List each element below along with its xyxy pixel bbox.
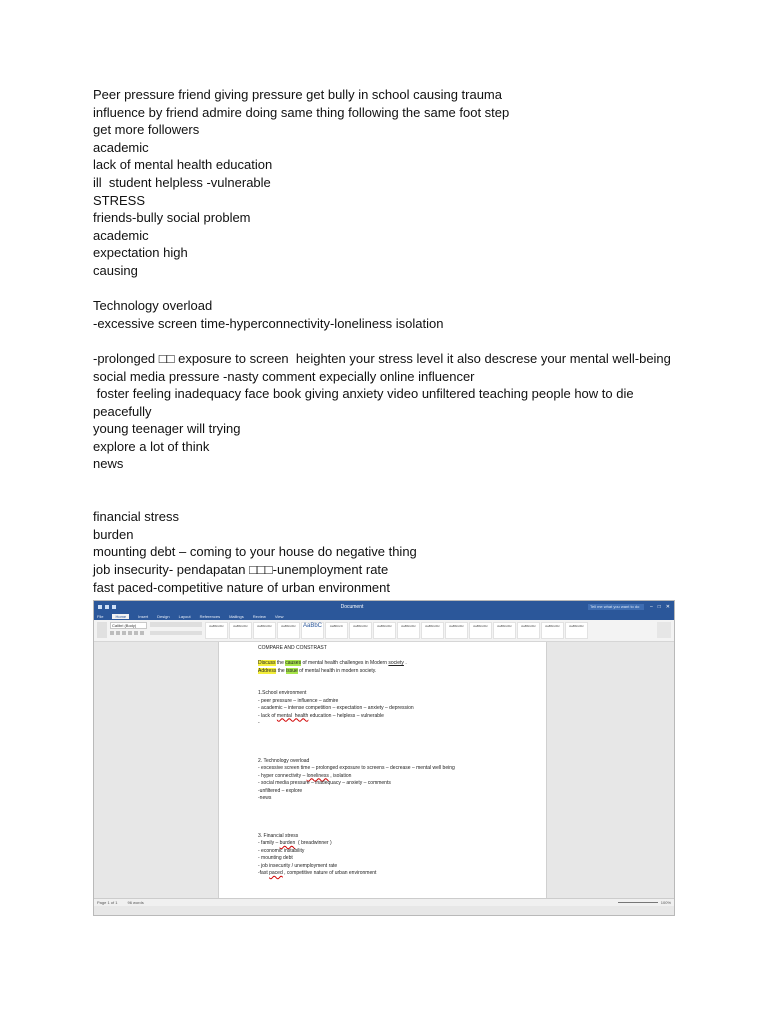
note-line: friends-bully social problem xyxy=(93,210,251,226)
page-spacer xyxy=(258,653,538,661)
tab-mailings: Mailings xyxy=(229,613,244,619)
close-button: ✕ xyxy=(665,603,670,610)
section-line: - job insecurity / unemployment rate xyxy=(258,862,338,869)
tell-me-search: Tell me what you want to do xyxy=(588,604,644,610)
style-tile: AaBbCcDc xyxy=(517,622,540,639)
section-line: - social media pressure – inadequacy – anxiety – comments xyxy=(258,780,391,786)
word-title-bar xyxy=(94,601,674,612)
note-line: fast paced-competitive nature of urban environment xyxy=(93,579,391,595)
section-title: 2. Technology overload xyxy=(258,757,310,764)
tab-home: Home xyxy=(112,614,129,619)
zoom-slider xyxy=(618,902,658,903)
note-line: young teenager will trying xyxy=(93,421,241,437)
style-tile: AaBbCcDc xyxy=(469,622,492,639)
style-tile: AaBbCcDc xyxy=(565,622,588,639)
page-spacer xyxy=(258,743,538,751)
tab-insert: Insert xyxy=(138,613,149,619)
note-line: peacefully xyxy=(93,403,152,419)
text-run: of mental health in modern society. xyxy=(297,667,377,674)
section-title: 3. Financial stress xyxy=(258,832,299,839)
window-controls xyxy=(650,604,670,610)
note-line: -excessive screen time-hyperconnectivity-loneliness isolation xyxy=(93,315,444,331)
highlighted-word: Address xyxy=(258,667,277,674)
tab-design: Design xyxy=(157,613,170,619)
maximize-button: □ xyxy=(657,603,661,610)
tab-view: View xyxy=(274,613,284,619)
style-tile: AaBbCcDc xyxy=(277,622,300,639)
note-line: -prolonged □□ exposure to screen heighten your stress level it also descrese your mental well-being xyxy=(93,350,671,366)
style-tile: AaBbCcDc xyxy=(205,622,228,639)
section-title: 1.School environment xyxy=(258,690,307,696)
bold-icon xyxy=(110,631,114,635)
style-tile: AaBbCcC xyxy=(325,622,348,639)
spellcheck-word: mental health xyxy=(276,712,309,719)
note-line: explore a lot of think xyxy=(93,438,210,454)
section-line: - xyxy=(258,720,260,726)
notes-text xyxy=(93,86,733,596)
style-tile: AaBbCcDc xyxy=(253,622,276,639)
page-text xyxy=(258,645,538,878)
note-line: get more followers xyxy=(93,122,200,138)
note-line: academic xyxy=(93,139,149,155)
text-run: of mental health challenges in Modern xyxy=(301,660,389,666)
style-tile: AaBbCcDc xyxy=(373,622,396,639)
undo-icon xyxy=(105,605,109,609)
section-line: -unfiltered – explore xyxy=(258,787,303,794)
page-spacer xyxy=(258,803,538,811)
editing-group xyxy=(657,622,671,638)
clipboard-group xyxy=(97,622,107,638)
page-line-address xyxy=(258,668,538,676)
styles-gallery xyxy=(205,622,654,639)
style-tile: AaBbCcDc xyxy=(229,622,252,639)
text-run: - hyper connectivity – xyxy=(258,772,307,779)
spellcheck-word: burden xyxy=(279,840,296,846)
note-line: burden xyxy=(93,526,134,542)
highlighted-word: Discuss xyxy=(258,660,276,666)
note-line: financial stress xyxy=(93,509,179,525)
ribbon-home xyxy=(94,620,674,642)
word-count: 96 words xyxy=(127,900,144,905)
highlighted-word: issue xyxy=(286,667,298,674)
page-spacer xyxy=(258,735,538,743)
section-line: - academic – intense competition – expectation – anxiety – depression xyxy=(258,705,414,711)
note-line: social media pressure -nasty comment expecially online influencer xyxy=(93,368,475,384)
note-line: STRESS xyxy=(93,192,146,208)
note-line: news xyxy=(93,456,124,472)
text-run: -fast xyxy=(258,870,270,876)
note-line: mounting debt – coming to your house do negative thing xyxy=(93,544,417,560)
text-run: - family – xyxy=(258,840,280,846)
page-spacer xyxy=(258,728,538,736)
underline-icon xyxy=(122,631,126,635)
text-run: - lack of xyxy=(258,712,277,719)
note-line: expectation high xyxy=(93,245,188,261)
font-group xyxy=(110,622,147,635)
note-line: Peer pressure friend giving pressure get bully in school causing trauma xyxy=(93,87,502,102)
note-line xyxy=(93,491,733,509)
highlighted-word: causes xyxy=(285,660,302,666)
strikethrough-icon xyxy=(128,631,132,635)
page-heading: COMPARE AND CONSTRAST xyxy=(258,645,327,651)
section-line: - excessive screen time – prolonged exposure to screens – decrease – mental well being xyxy=(258,765,455,771)
style-tile: AaBbCcDc xyxy=(421,622,444,639)
spellcheck-word: paced xyxy=(269,870,283,876)
zoom-level: 100% xyxy=(660,900,671,905)
note-line: causing xyxy=(93,262,138,278)
style-tile: AaBbCcDc xyxy=(445,622,468,639)
text-run: , isolation xyxy=(328,772,352,779)
text-run: , competitive nature of urban environment xyxy=(282,870,377,876)
text-run: the xyxy=(276,667,287,674)
minimize-button: – xyxy=(649,603,653,610)
note-line xyxy=(93,473,733,491)
font-name-box: Calibri (Body) xyxy=(110,622,147,629)
page-spacer xyxy=(258,810,538,818)
font-tools xyxy=(110,631,147,635)
document-page xyxy=(218,642,547,906)
ribbon-tabs xyxy=(94,612,674,620)
note-line: influence by friend admire doing same thing following the same foot step xyxy=(93,104,510,120)
underlined-word: society xyxy=(388,660,404,666)
tab-file: File xyxy=(97,613,104,619)
note-line xyxy=(93,332,733,350)
text-run: . xyxy=(403,660,407,666)
highlight-icon xyxy=(140,631,144,635)
section-line xyxy=(258,773,538,781)
font-color-icon xyxy=(134,631,138,635)
document-title: Document xyxy=(340,603,364,610)
section-line: -news xyxy=(258,795,272,801)
style-tile: AaBbC xyxy=(301,622,324,639)
text-run: education – helpless – vulnerable xyxy=(308,712,384,719)
page-spacer xyxy=(258,750,538,758)
page-line-discuss xyxy=(258,660,538,668)
style-tile: AaBbCcDc xyxy=(397,622,420,639)
document-workspace xyxy=(94,642,674,906)
note-line: foster feeling inadequacy face book giving anxiety video unfiltered teaching people how to die xyxy=(93,386,634,402)
zoom-control xyxy=(618,900,671,905)
section-line: - peer pressure – influence – admire xyxy=(258,697,339,704)
section-line xyxy=(258,840,538,848)
style-tile: AaBbCcDc xyxy=(493,622,516,639)
page-spacer xyxy=(258,818,538,826)
page-spacer xyxy=(258,675,538,683)
page-count: Page 1 of 1 xyxy=(97,900,118,905)
word-status-bar xyxy=(94,898,674,906)
section-line xyxy=(258,870,538,878)
word-screenshot xyxy=(93,600,675,916)
paragraph-group xyxy=(150,622,202,638)
section-line: - economic instability xyxy=(258,847,305,854)
page-spacer xyxy=(258,825,538,833)
quick-access-toolbar xyxy=(98,605,116,609)
save-icon xyxy=(98,605,102,609)
italic-icon xyxy=(116,631,120,635)
note-line: job insecurity- pendapatan □□□-unemployment rate xyxy=(93,562,389,578)
text-run: ( breadwinner ) xyxy=(295,840,332,846)
tab-references: References xyxy=(199,613,221,619)
note-line: academic xyxy=(93,227,149,243)
note-line: Technology overload xyxy=(93,298,213,314)
style-tile: AaBbCcDc xyxy=(541,622,564,639)
tab-review: Review xyxy=(252,613,266,619)
note-line xyxy=(93,280,733,298)
tab-layout: Layout xyxy=(178,613,191,619)
text-run: the xyxy=(275,660,286,666)
note-line: lack of mental health education xyxy=(93,157,273,173)
spellcheck-word: loneliness xyxy=(306,772,329,779)
section-line xyxy=(258,713,538,721)
section-line: - mounting debt xyxy=(258,855,293,861)
page-spacer xyxy=(258,683,538,691)
style-tile: AaBbCcDc xyxy=(349,622,372,639)
note-line: ill student helpless -vulnerable xyxy=(93,174,271,190)
